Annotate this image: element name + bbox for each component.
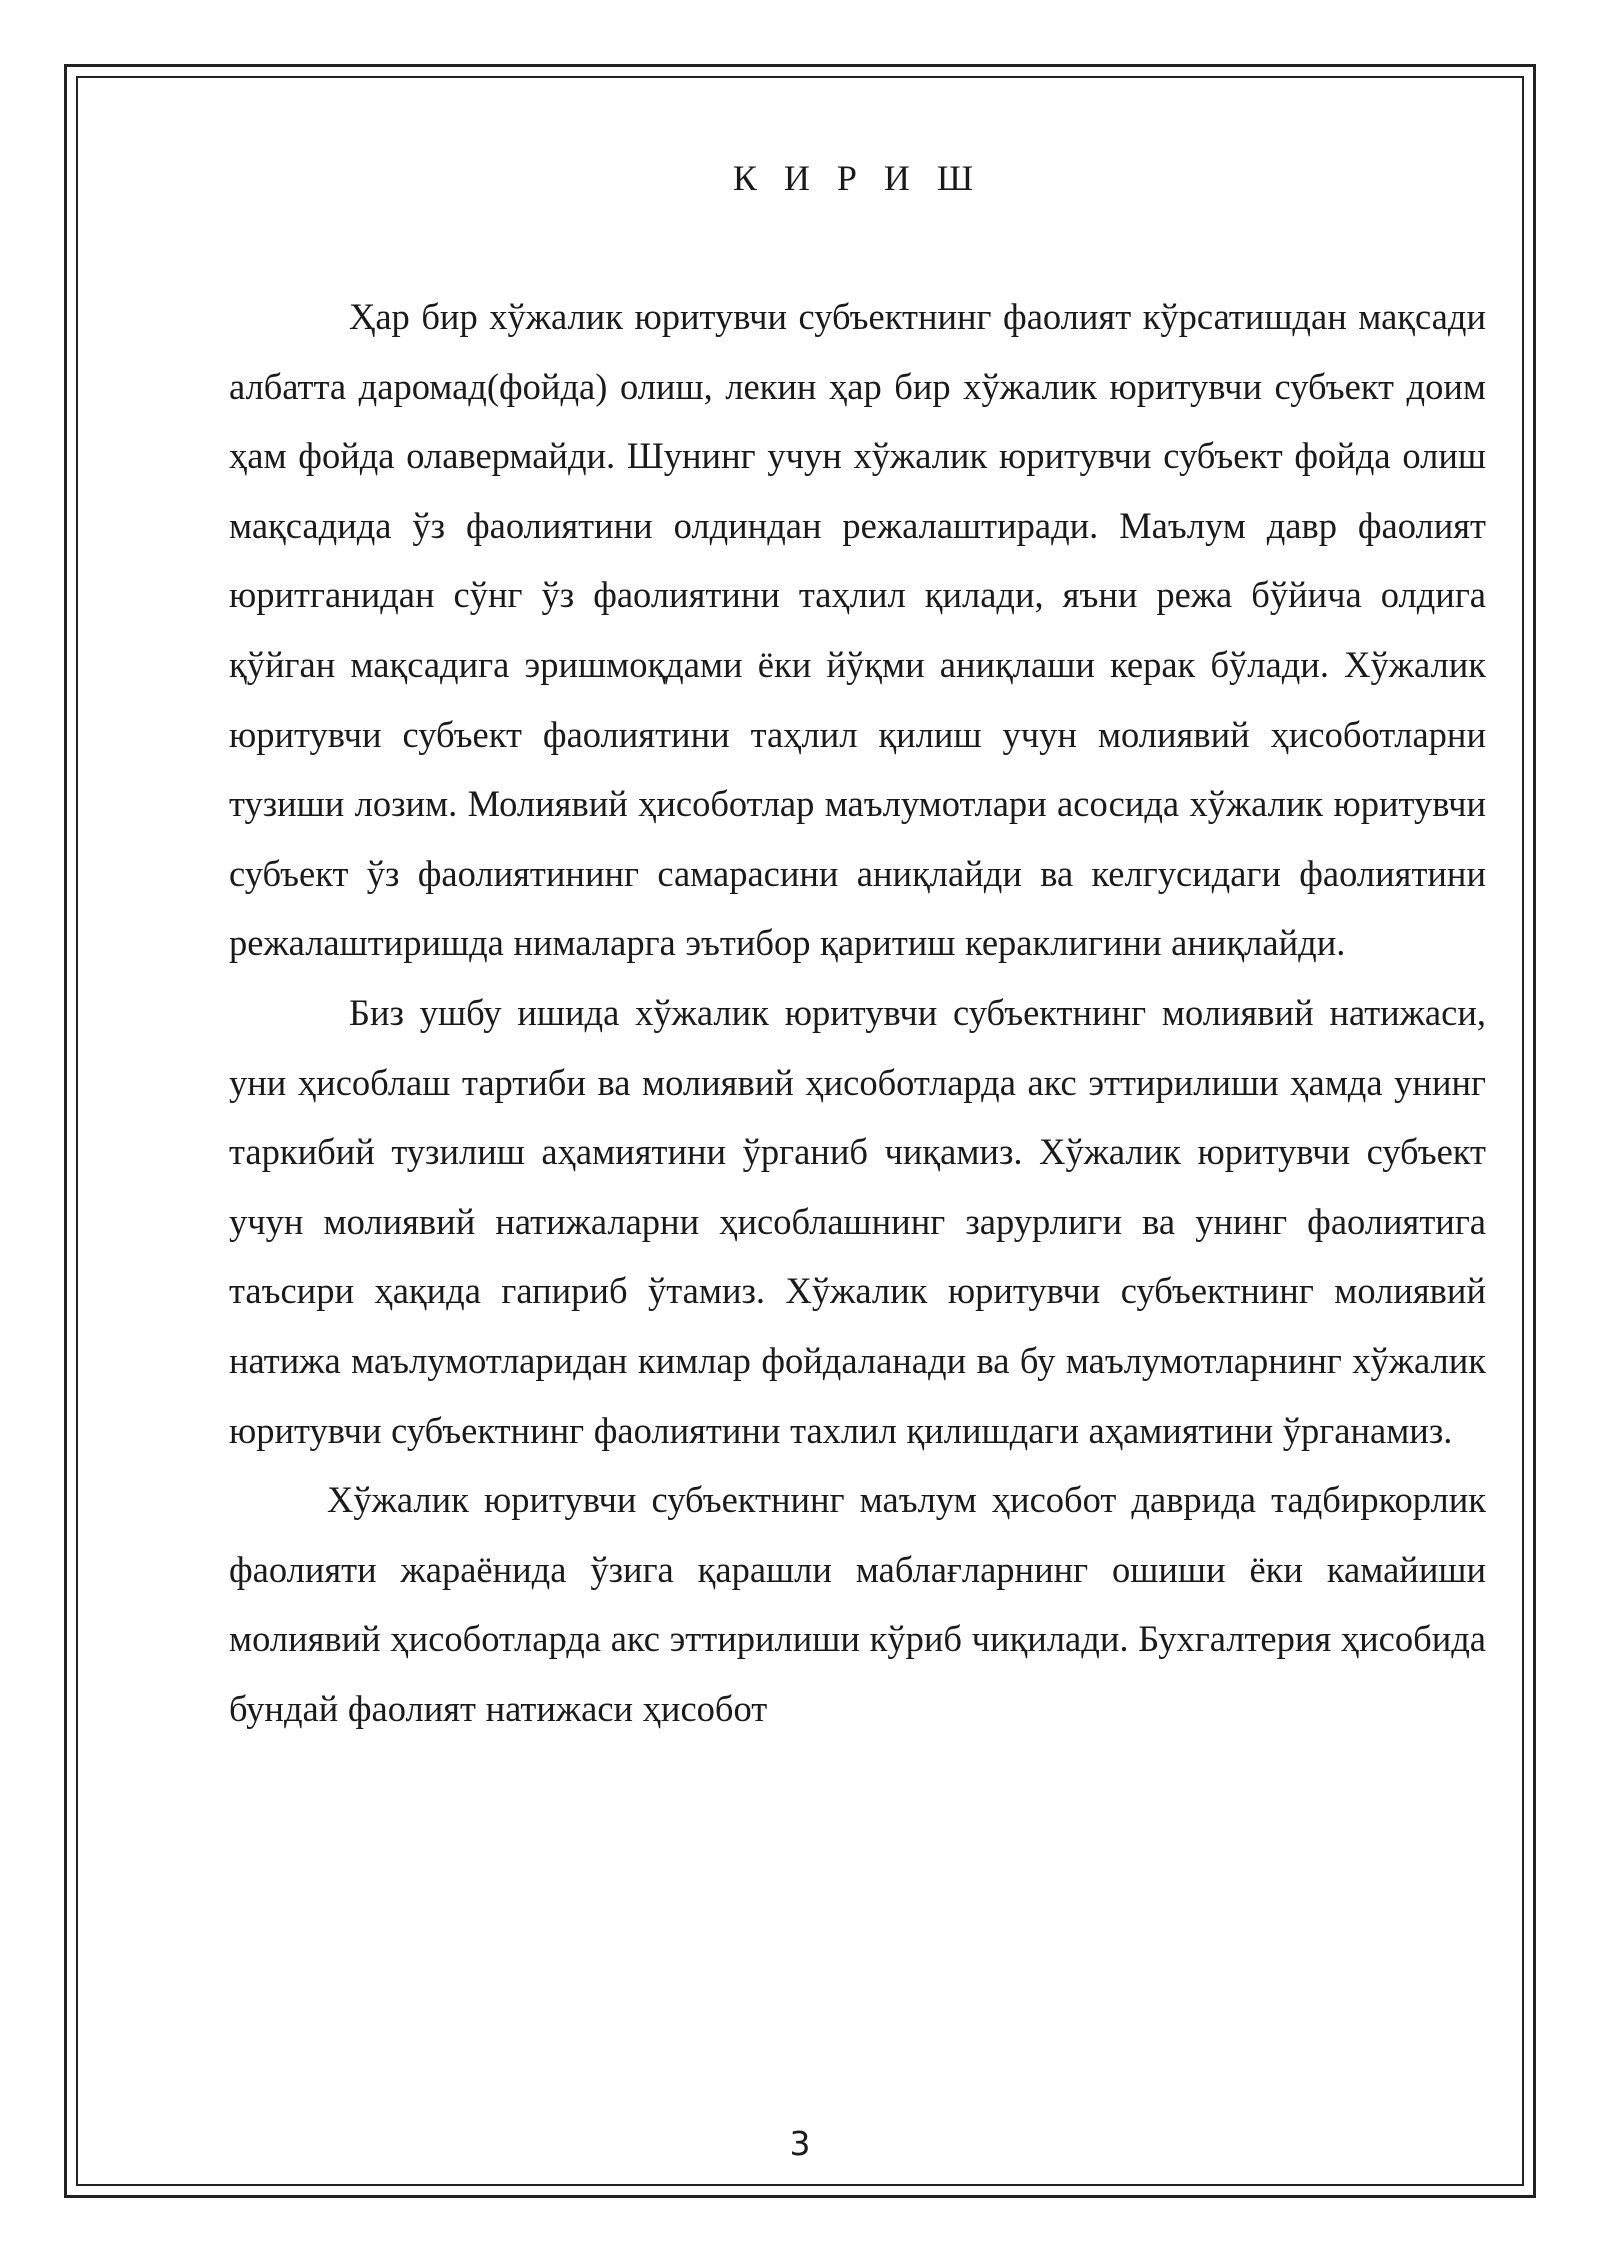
paragraph-3: Хўжалик юритувчи субъектнинг маълум ҳисобот даврида тадбиркорлик фаолияти жараёнида ўзига қарашли маблағларнинг ошиши ёки камайиши молиявий ҳисоботларда акс эттирилиши кўриб чиқилади. Бухгалтерия ҳисобида бундай фаолият натижаси ҳисобот <box>229 1479 1486 1729</box>
page-title: К И Р И Ш <box>732 158 983 198</box>
paragraph-1: Ҳар бир хўжалик юритувчи субъектнинг фаолият кўрсатишдан мақсади албатта даромад(фойда) олиш, лекин ҳар бир хўжалик юритувчи субъект доим ҳам фойда олавермайди. Шунинг учун хўжалик юритувчи субъект фойда олиш мақсадида ўз фаолиятини олдиндан режалаштиради. Маълум давр фаолият юритганидан сўнг ўз фаолиятини таҳлил қилади, яъни режа бўйича олдига қўйган мақсадига эришмоқдами ёки йўқми аниқлаши керак бўлади. Хўжалик юритувчи субъект фаолиятини таҳлил қилиш учун молиявий ҳисоботларни тузиши лозим. Молиявий ҳисоботлар маълумотлари асосида хўжалик юритувчи субъект ўз фаолиятининг самарасини аниқлайди ва келгусидаги фаолиятини режалаштиришда нималарга эътибор қаритиш кераклигини аниқлайди. <box>229 296 1486 964</box>
body-text <box>229 282 1486 1743</box>
paragraph-2: Биз ушбу ишида хўжалик юритувчи субъектнинг молиявий натижаси, уни ҳисоблаш тартиби ва молиявий ҳисоботларда акс эттирилиши ҳамда унинг таркибий тузилиш аҳамиятини ўрганиб чиқамиз. Хўжалик юритувчи субъект учун молиявий натижаларни ҳисоблашнинг зарурлиги ва унинг фаолиятига таъсири ҳақида гапириб ўтамиз. Хўжалик юритувчи субъектнинг молиявий натижа маълумотларидан кимлар фойдаланади ва бу маълумотларнинг хўжалик юритувчи субъектнинг фаолиятини тахлил қилишдаги аҳамиятини ўрганамиз. <box>229 991 1486 1451</box>
page-number: 3 <box>789 2124 811 2163</box>
